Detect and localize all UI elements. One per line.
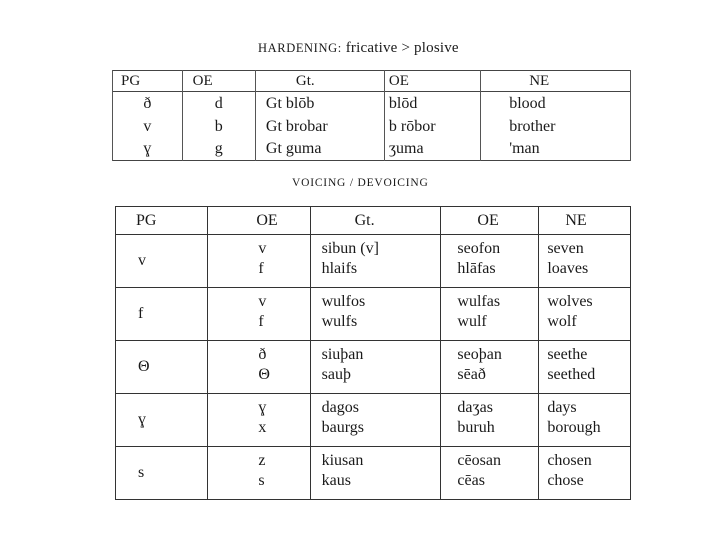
cell-oe-2 [441, 235, 539, 288]
cell-line: wulfas [457, 293, 501, 310]
cell-line: wolves [547, 293, 593, 310]
cell-pg: v [113, 115, 183, 138]
cell-pg: s [116, 447, 208, 500]
cell-oe-2: blōd [384, 92, 480, 115]
cell-line: hlāfas [457, 260, 496, 277]
table-row [116, 288, 631, 341]
cell-oe-2: b rōbor [384, 115, 480, 138]
header-oe: OE [208, 207, 310, 235]
cell-line: daʒas [457, 399, 493, 416]
cell-line: wulfs [321, 313, 358, 330]
cell-oe [208, 394, 310, 447]
cell-ne [539, 235, 631, 288]
header-oe-2: OE [441, 207, 539, 235]
header-oe-2: OE [384, 71, 480, 92]
voicing-header-row [116, 207, 631, 235]
cell-oe [208, 447, 310, 500]
cell-oe-2 [441, 394, 539, 447]
cell-line: sauþ [321, 366, 351, 383]
cell-line: sēað [457, 366, 486, 383]
cell-oe [208, 235, 310, 288]
page-title [258, 40, 459, 57]
cell-ne [539, 394, 631, 447]
cell-oe-2 [441, 341, 539, 394]
cell-line: seethe [547, 346, 588, 363]
cell-line: loaves [547, 260, 589, 277]
hardening-header-row [113, 71, 631, 92]
cell-line: s [258, 472, 265, 489]
header-ne: NE [539, 207, 631, 235]
cell-gt [310, 394, 441, 447]
cell-pg: f [116, 288, 208, 341]
cell-line: buruh [457, 419, 495, 436]
table-row [116, 394, 631, 447]
table-row [116, 341, 631, 394]
cell-line: chosen [547, 452, 592, 469]
section-subtitle: VOICING / DEVOICING [292, 177, 429, 189]
cell-ne: 'man [481, 137, 631, 160]
cell-line: wulf [457, 313, 487, 330]
cell-line: z [258, 452, 266, 469]
cell-gt [310, 447, 441, 500]
title-text: fricative > plosive [345, 40, 459, 56]
cell-line: wolf [547, 313, 577, 330]
cell-line: cēas [457, 472, 485, 489]
cell-line: ð [258, 346, 267, 363]
cell-line: hlaifs [321, 260, 358, 277]
cell-pg: ɣ [113, 137, 183, 160]
title-label: HARDENING: [258, 41, 342, 55]
cell-line: v [258, 240, 267, 257]
cell-line: v [258, 293, 267, 310]
cell-line: cēosan [457, 452, 501, 469]
cell-line: borough [547, 419, 601, 436]
cell-ne [539, 447, 631, 500]
cell-line: siuþan [321, 346, 364, 363]
cell-oe-2 [441, 288, 539, 341]
cell-line: sibun (v] [321, 240, 379, 257]
cell-line: Θ [258, 366, 270, 383]
cell-line: kiusan [321, 452, 364, 469]
cell-line: wulfos [321, 293, 366, 310]
cell-oe-2 [441, 447, 539, 500]
cell-line: seven [547, 240, 584, 257]
table-row [113, 92, 631, 115]
header-oe: OE [182, 71, 255, 92]
cell-pg: v [116, 235, 208, 288]
header-gt: Gt. [310, 207, 441, 235]
cell-gt [310, 341, 441, 394]
table-row [113, 137, 631, 160]
cell-line: chose [547, 472, 584, 489]
cell-gt: Gt blōb [255, 92, 384, 115]
header-pg: PG [116, 207, 208, 235]
cell-line: x [258, 419, 267, 436]
cell-pg: ɣ [116, 394, 208, 447]
voicing-table [115, 206, 631, 500]
cell-oe: b [182, 115, 255, 138]
cell-line: kaus [321, 472, 351, 489]
cell-gt: Gt brobar [255, 115, 384, 138]
cell-oe: g [182, 137, 255, 160]
cell-line: days [547, 399, 577, 416]
cell-line: f [258, 313, 264, 330]
cell-pg: ð [113, 92, 183, 115]
cell-gt [310, 288, 441, 341]
cell-line: ɣ [258, 399, 267, 416]
cell-oe [208, 288, 310, 341]
cell-gt: Gt guma [255, 137, 384, 160]
cell-line: seofon [457, 240, 501, 257]
cell-line: dagos [321, 399, 359, 416]
cell-oe [208, 341, 310, 394]
cell-line: seethed [547, 366, 596, 383]
cell-line: seoþan [457, 346, 502, 363]
cell-ne [539, 341, 631, 394]
cell-line: baurgs [321, 419, 364, 436]
cell-gt [310, 235, 441, 288]
cell-oe: d [182, 92, 255, 115]
cell-ne [539, 288, 631, 341]
header-ne: NE [481, 71, 631, 92]
cell-pg: Θ [116, 341, 208, 394]
table-row [116, 235, 631, 288]
cell-oe-2: ʒuma [384, 137, 480, 160]
cell-ne: blood [481, 92, 631, 115]
header-gt: Gt. [255, 71, 384, 92]
cell-line: f [258, 260, 264, 277]
header-pg: PG [113, 71, 183, 92]
table-row [116, 447, 631, 500]
table-row [113, 115, 631, 138]
hardening-table [112, 70, 631, 161]
cell-ne: brother [481, 115, 631, 138]
